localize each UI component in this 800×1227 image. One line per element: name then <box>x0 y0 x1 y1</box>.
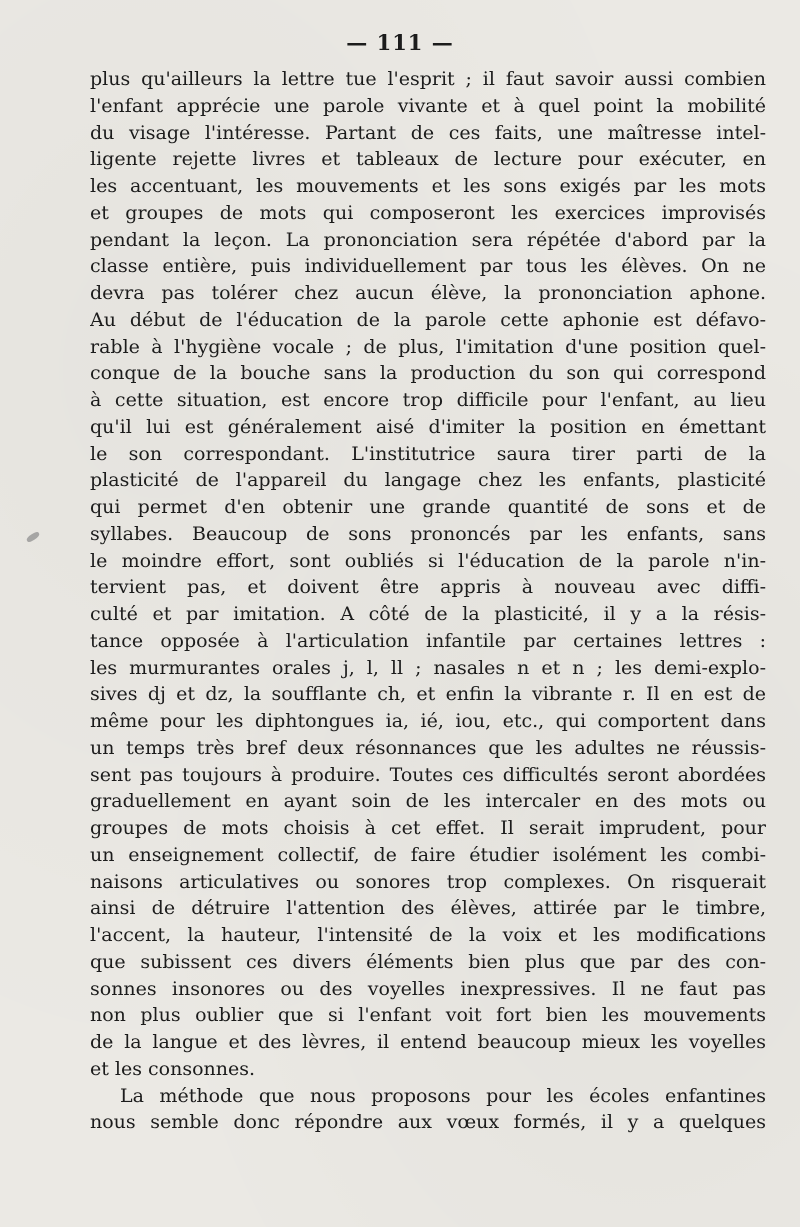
text-line: sent pas toujours à produire. Toutes ces difficultés seront abordées <box>90 763 766 786</box>
text-line: un enseignement collectif, de faire étudier isolément les combi- <box>90 843 766 866</box>
text-line: sives dj et dz, la soufflante ch, et enfin la vibrante r. Il en est de <box>90 683 766 706</box>
text-line: plasticité de l'appareil du langage chez les enfants, plasticité <box>90 469 766 492</box>
text-line: et groupes de mots qui composeront les exercices improvisés <box>90 201 766 224</box>
text-line: nous semble donc répondre aux vœux formés, il y a quelques <box>90 1111 766 1134</box>
page-number: — 111 — <box>346 30 454 55</box>
text-line: à cette situation, est encore trop difficile pour l'enfant, au lieu <box>90 389 766 411</box>
text-line: qu'il lui est généralement aisé d'imiter la position en émettant <box>90 415 766 438</box>
text-line: devra pas tolérer chez aucun élève, la prononciation aphone. <box>90 282 766 304</box>
text-line: un temps très bref deux résonnances que les adultes ne réussis- <box>90 736 766 759</box>
text-line: ligente rejette livres et tableaux de lecture pour exécuter, en <box>90 148 766 171</box>
text-line: classe entière, puis individuellement par tous les élèves. On ne <box>90 255 766 278</box>
text-line: naisons articulatives ou sonores trop complexes. On risquerait <box>90 870 766 893</box>
text-line: La méthode que nous proposons pour les écoles enfantines <box>120 1084 766 1107</box>
text-line: tervient pas, et doivent être appris à nouveau avec diffi- <box>90 576 766 599</box>
text-line: Au début de l'éducation de la parole cette aphonie est défavo- <box>90 308 766 331</box>
text-line: plus qu'ailleurs la lettre tue l'esprit ; il faut savoir aussi combien <box>90 68 766 90</box>
text-line: et les consonnes. <box>90 1057 256 1080</box>
ink-blot <box>25 531 40 543</box>
text-line: sonnes insonores ou des voyelles inexpressives. Il ne faut pas <box>90 977 766 1000</box>
text-line: tance opposée à l'articulation infantile par certaines lettres : <box>90 629 766 652</box>
text-line: de la langue et des lèvres, il entend beaucoup mieux les voyelles <box>90 1031 766 1053</box>
text-line: du visage l'intéresse. Partant de ces faits, une maîtresse intel- <box>90 121 766 144</box>
text-line: même pour les diphtongues ia, ié, iou, etc., qui comportent dans <box>90 710 766 732</box>
text-line: le son correspondant. L'institutrice saura tirer parti de la <box>90 442 766 465</box>
text-line: les accentuant, les mouvements et les sons exigés par les mots <box>90 175 766 197</box>
text-line: groupes de mots choisis à cet effet. Il serait imprudent, pour <box>90 817 766 839</box>
text-line: culté et par imitation. A côté de la plasticité, il y a la résis- <box>90 603 766 625</box>
text-line: l'accent, la hauteur, l'intensité de la voix et les modifications <box>90 924 766 946</box>
text-line: le moindre effort, sont oubliés si l'éducation de la parole n'in- <box>90 549 766 572</box>
text-line: graduellement en ayant soin de les intercaler en des mots ou <box>90 790 766 813</box>
text-line: les murmurantes orales j, l, ll ; nasales n et n ; les demi-explo- <box>90 656 766 679</box>
text-line: l'enfant apprécie une parole vivante et à quel point la mobilité <box>90 94 766 117</box>
text-line: rable à l'hygiène vocale ; de plus, l'imitation d'une position quel- <box>90 335 766 358</box>
text-line: qui permet d'en obtenir une grande quantité de sons et de <box>90 496 766 518</box>
text-line: non plus oublier que si l'enfant voit fort bien les mouvements <box>90 1004 766 1027</box>
text-line: pendant la leçon. La prononciation sera répétée d'abord par la <box>90 228 766 251</box>
text-line: conque de la bouche sans la production du son qui correspond <box>90 362 766 385</box>
text-line: que subissent ces divers éléments bien plus que par des con- <box>90 950 766 973</box>
body-text <box>90 66 766 1136</box>
text-line: ainsi de détruire l'attention des élèves, attirée par le timbre, <box>90 897 766 920</box>
text-line: syllabes. Beaucoup de sons prononcés par les enfants, sans <box>90 522 766 545</box>
